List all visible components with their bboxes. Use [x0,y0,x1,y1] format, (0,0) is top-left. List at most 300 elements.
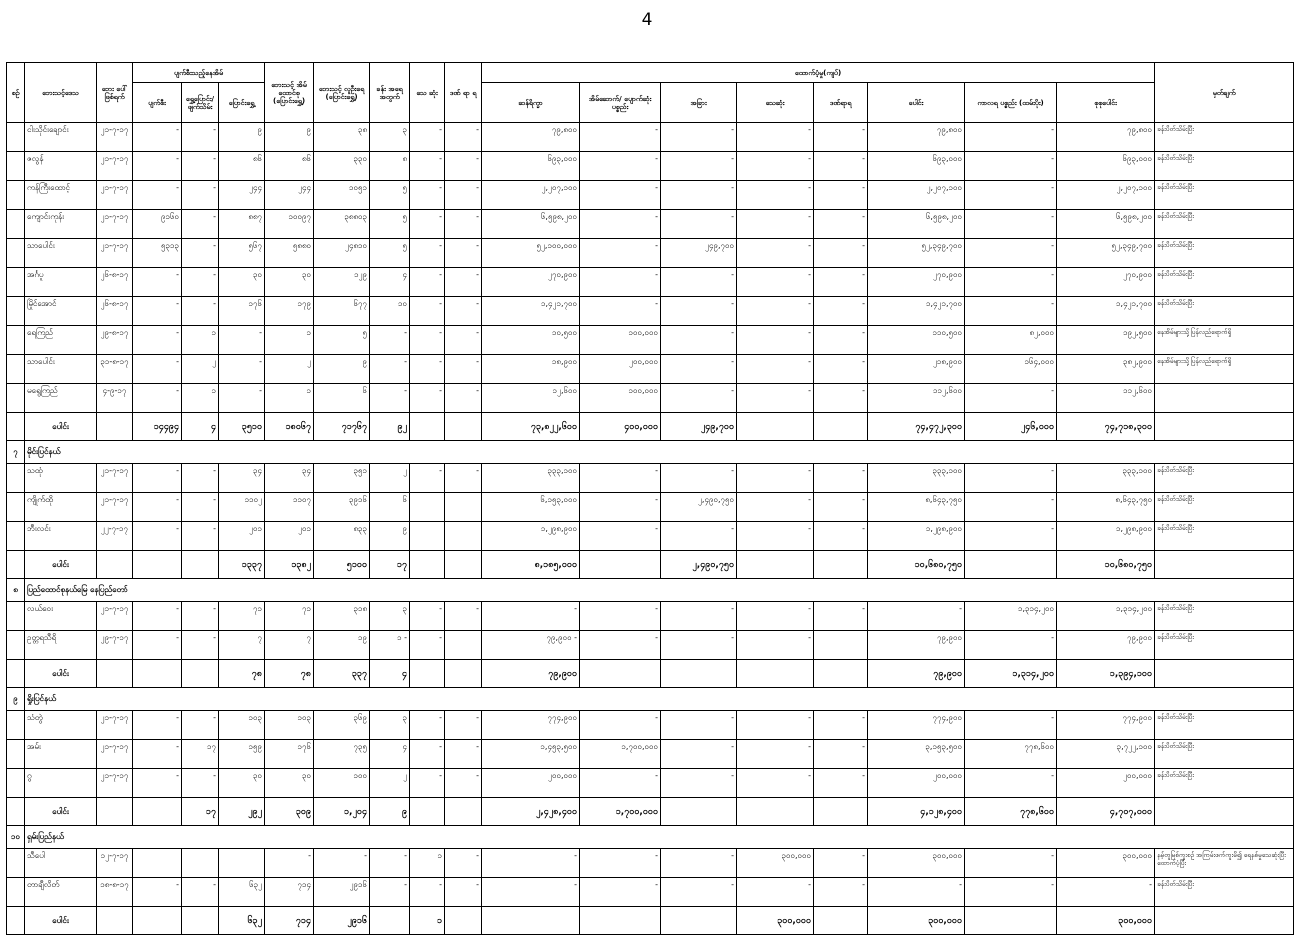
remark-cell: ခန်းပိတ်သိမ်းပြီး [1155,769,1294,798]
value-cell-c3: ၁၀၃ [219,711,265,740]
value-cell-a8: ၈,၆၄၃,၇၅၀ [1057,493,1155,522]
total-value-a1: ၇၉,၉၀၀ [482,660,580,688]
total-value-a1: ၇၃,၈၂၂,၆၀၀ [482,413,580,441]
date-cell: ၄-၉-၁၇ [97,384,133,413]
value-cell-a3: - [661,297,737,326]
header-remarks: မှတ်ချက် [1155,63,1294,123]
total-value-a4 [737,551,814,579]
value-cell-a4: - [737,268,814,297]
total-value-a6: ၃၀၀,၀၀၀ [868,907,965,935]
value-cell-a1: ၁,၂၉၈,၉၀၀ [482,522,580,551]
value-cell-c8: - [445,123,482,152]
value-cell-c7: - [410,210,445,239]
value-cell-c1: - [133,384,182,413]
total-value-c6: ၄ [370,660,410,688]
value-cell-c1: - [133,268,182,297]
township-cell: ဂွ [25,769,97,798]
value-cell-c2: - [182,522,219,551]
value-cell-c6: ၃ [370,602,410,631]
total-value-a6: ၇၄,၄၇၂,၃၀၀ [868,413,965,441]
value-cell-c6: ၅ [370,239,410,268]
value-cell-c1: - [133,711,182,740]
value-cell-a1: ၅၂,၁၀၀,၀၀၀ [482,239,580,268]
total-value-c5: ၅၁၀၀ [314,551,370,579]
value-cell-a2: - [580,711,661,740]
sr-cell [7,384,25,413]
value-cell-a6: ၃၀၀,၀၀၀ [868,849,965,878]
value-cell-c6: ၄ [370,268,410,297]
value-cell-a4: - [737,181,814,210]
value-cell-c6: ၁ - [370,631,410,660]
section-title: ရှမ်းပြည်နယ် [25,826,1294,849]
value-cell-a1: - [482,602,580,631]
total-value-a3: ၂၄၉,၇၀၀ [661,413,737,441]
date-cell: ၂၁-၇-၁၇ [97,711,133,740]
table-row [7,769,1294,798]
value-cell-a8: ၁၉၂,၅၀၀ [1057,326,1155,355]
table-row [7,464,1294,493]
total-value-c1 [133,907,182,935]
value-cell-a3: - [661,268,737,297]
total-value-a8: ၇၄,၇၁၈,၃၀၀ [1057,413,1155,441]
total-value-a4 [737,798,814,826]
value-cell-a8: ၁,၂၉၈,၉၀၀ [1057,522,1155,551]
value-cell-c7: - [410,769,445,798]
value-cell-c8: - [445,355,482,384]
table-row [7,878,1294,907]
value-cell-c6: - [370,384,410,413]
total-value-c2 [182,907,219,935]
value-cell-c5: ၃၈၈၀၃ [314,210,370,239]
value-cell-c5: ၁၉ [314,631,370,660]
value-cell-a7: - [965,464,1057,493]
value-cell-a1: ၇၇၄,၉၀၀ [482,711,580,740]
value-cell-a6: ၅၂,၃၄၉,၇၀၀ [868,239,965,268]
header-homes-col: ပျက်စီး [133,83,182,123]
value-cell-c1: - [133,602,182,631]
value-cell-c1: - [133,631,182,660]
value-cell-c1: - [133,464,182,493]
value-cell-a1: ၁၈,၉၀၀ [482,355,580,384]
value-cell-c7: - [410,878,445,907]
sr-cell [7,355,25,384]
table-row [7,711,1294,740]
value-cell-a7: - [965,878,1057,907]
value-cell-c3: ၁၇၆ [219,297,265,326]
value-cell-a6: ၇၉,၈၀၀ [868,123,965,152]
total-value-c4: ၁၈၀၆၇ [265,413,314,441]
total-value-c2 [182,551,219,579]
value-cell-a5: - [814,878,868,907]
total-value-c2 [182,660,219,688]
value-cell-a2: - [580,769,661,798]
table-row [7,849,1294,878]
remark-cell [1155,384,1294,413]
value-cell-a7: ၈၂,၀၀၀ [965,326,1057,355]
township-cell: လယ်ဝေး [25,602,97,631]
value-cell-a7: - [965,181,1057,210]
value-cell-c6: ၄ [370,740,410,769]
value-cell-a1: ၂၇၀,၉၀၀ [482,268,580,297]
value-cell-c2: - [182,123,219,152]
value-cell-a8: ၇၇၄,၉၀၀ [1057,711,1155,740]
value-cell-c2: - [182,464,219,493]
value-cell-a2: - [580,602,661,631]
value-cell-c2: - [182,181,219,210]
remark-cell: ခန်းပိတ်သိမ်းပြီး [1155,740,1294,769]
sr-cell [7,711,25,740]
value-cell-c2: - [182,878,219,907]
value-cell-c4: ၅၈၈၀ [265,239,314,268]
total-value-a4 [737,413,814,441]
header-region: ဘေးသင့်ဒေသ [25,63,97,123]
value-cell-a5: - [814,268,868,297]
value-cell-a6: ၂၁၈,၉၀၀ [868,355,965,384]
value-cell-a8: ၁,၃၁၄,၂၀၀ [1057,602,1155,631]
value-cell-a3: - [661,711,737,740]
total-value-c5: ၃၃၇ [314,660,370,688]
value-cell-c7: - [410,297,445,326]
sr-cell [7,297,25,326]
sr-cell [7,878,25,907]
date-cell: ၂၁-၇-၁၇ [97,239,133,268]
header-aid-col: ဆန်ရိက္ခာ [482,83,580,123]
value-cell-a2: - [580,849,661,878]
value-cell-c7: - [410,631,445,660]
remark-cell: ခန်းပိတ်သိမ်းပြီး [1155,522,1294,551]
value-cell-c6: - [370,326,410,355]
township-cell: သာပေါင်း [25,355,97,384]
table-row [7,181,1294,210]
header-aid-col: အိမ်ဆောက်/ ပျောက်ဆုံး ပစ္စည်း [580,83,661,123]
value-cell-a3: - [661,631,737,660]
total-value-a5 [814,907,868,935]
value-cell-a3: - [661,602,737,631]
total-value-c8 [445,660,482,688]
value-cell-a2: - [580,522,661,551]
value-cell-c7: - [410,355,445,384]
township-cell: ကန်ကြီးထောင့် [25,181,97,210]
value-cell-a3: - [661,849,737,878]
value-cell-a8: ၂,၂၀၇,၁၀၀ [1057,181,1155,210]
value-cell-c2: - [182,297,219,326]
header-people: ဘေးသင့် လူဦးရေ (ပြောင်းရွှေ့) [314,63,370,123]
value-cell-a1: ၁,၄၂၁,၇၀၀ [482,297,580,326]
value-cell-c4: ၉ [265,123,314,152]
date-cell: ၂၂-၇-၁၇ [97,522,133,551]
total-value-c4: ၇၁၄ [265,907,314,935]
total-value-c6 [370,907,410,935]
value-cell-a5: - [814,152,868,181]
value-cell-a4: - [737,210,814,239]
value-cell-c2: - [182,268,219,297]
value-cell-a6: ၇၉,၉၀၀ [868,631,965,660]
value-cell-a6: ၂၇၀,၉၀၀ [868,268,965,297]
value-cell-c8: - [445,878,482,907]
remark-cell: ခန်းပိတ်သိမ်းပြီး [1155,464,1294,493]
table-row [7,493,1294,522]
sr-cell [7,413,25,441]
table-row [7,740,1294,769]
township-cell: ရေကြည် [25,326,97,355]
value-cell-a3: - [661,181,737,210]
value-cell-a5: - [814,849,868,878]
total-value-a7: ၇၇၈,၆၀၀ [965,798,1057,826]
value-cell-c7: - [410,326,445,355]
value-cell-c5: ၃၅၁ [314,464,370,493]
total-value-c3: ၃၅၁၀ [219,413,265,441]
remark-cell: ခန်းပိတ်သိမ်းပြီး [1155,493,1294,522]
value-cell-c4: ၇ [265,631,314,660]
value-cell-a4: - [737,631,814,660]
township-cell: မြိုင်အောင် [25,297,97,326]
sr-cell [7,740,25,769]
remark-cell: နေအိမ်များသို့ပြန်လည်ရောက်ရှိ [1155,326,1294,355]
township-cell: ဘီးလင်း [25,522,97,551]
date-cell: ၁၈-၈-၁၇ [97,878,133,907]
value-cell-c2: - [182,152,219,181]
value-cell-a2: - [580,152,661,181]
sr-cell [7,239,25,268]
table-row [7,152,1294,181]
value-cell-c4: ၂၀၁ [265,522,314,551]
value-cell-a6: ၇၇၄,၉၀၀ [868,711,965,740]
value-cell-c7: - [410,239,445,268]
value-cell-a2: ၁၀၀,၀၀၀ [580,384,661,413]
value-cell-a8: ၇၉,၉၀၀ [1057,631,1155,660]
header-aid-group: ထောက်ပံ့မှု(ကျပ်) [482,63,1155,83]
value-cell-c6: ၉ [370,522,410,551]
value-cell-a8: ၆၉၃,၀၀၀ [1057,152,1155,181]
value-cell-c5: ၃၉၁၆ [314,493,370,522]
remark-cell: ခန်းပိတ်သိမ်းပြီး [1155,711,1294,740]
date-cell [97,798,133,826]
value-cell-c8: - [445,268,482,297]
total-value-c6: ၁၇ [370,551,410,579]
sr-cell [7,907,25,935]
remark-cell: ခန်းပိတ်သိမ်းပြီး [1155,268,1294,297]
total-value-a7 [965,907,1057,935]
value-cell-c1: - [133,740,182,769]
total-value-a3 [661,660,737,688]
total-value-a2 [580,907,661,935]
value-cell-c5: ၃၃၀ [314,152,370,181]
value-cell-c1: - [133,297,182,326]
value-cell-c5: ၁၀၀ [314,769,370,798]
value-cell-c7: - [410,384,445,413]
value-cell-c5: ၁၂၉ [314,268,370,297]
value-cell-c1: - [133,123,182,152]
value-cell-a5: - [814,123,868,152]
value-cell-a5: - [814,522,868,551]
value-cell-a1: ၁,၄၅၃,၅၀၀ [482,740,580,769]
total-value-a5 [814,798,868,826]
value-cell-a1: ၇၉,၉၀၀ - [482,631,580,660]
value-cell-c6: - [370,849,410,878]
remark-cell: ခန်းပိတ်သိမ်းပြီး [1155,210,1294,239]
value-cell-a7: - [965,849,1057,878]
value-cell-a8: ၂၇၀,၉၀၀ [1057,268,1155,297]
value-cell-c6: ၂ [370,769,410,798]
value-cell-c8: - [445,384,482,413]
sr-cell [7,123,25,152]
total-value-a1: ၈,၁၈၅,၀၀၀ [482,551,580,579]
value-cell-a7: ၇၇၈,၆၀၀ [965,740,1057,769]
value-cell-c6: ၁၀ [370,297,410,326]
value-cell-c6: ၂ [370,464,410,493]
value-cell-c1 [133,849,182,878]
township-cell: ကျိုက်ထို [25,493,97,522]
value-cell-a5: - [814,464,868,493]
total-value-a2: ၁,၇၀၀,၀၀၀ [580,798,661,826]
header-aid-col: ကာလရ ပစ္စည်း (ထမ်းပိုး) [965,83,1057,123]
value-cell-c8 [445,493,482,522]
value-cell-a5: - [814,384,868,413]
township-cell: ဇလွန် [25,152,97,181]
value-cell-a4: ၃၀၀,၀၀၀ [737,849,814,878]
total-value-c3: ၆၃၂ [219,907,265,935]
header-homes-group: ပျက်စီးသည့်နေအိမ် [133,63,265,83]
value-cell-c3 [219,849,265,878]
value-cell-c1: ၅၃၁၃ [133,239,182,268]
value-cell-c5: - [314,849,370,878]
value-cell-c8: - [445,210,482,239]
disaster-relief-table [6,62,1294,935]
value-cell-a6: ၂၀၀,၀၀၀ [868,769,965,798]
value-cell-c6: ၃ [370,711,410,740]
total-label: ပေါင်း [25,660,97,688]
value-cell-c7: - [410,268,445,297]
value-cell-c1: - [133,878,182,907]
total-value-c7: ၁ [410,907,445,935]
value-cell-c8: - [445,740,482,769]
total-value-a6: ၇၉,၉၀၀ [868,660,965,688]
value-cell-c2: - [182,493,219,522]
value-cell-c7: ၁ [410,849,445,878]
value-cell-c8: - [445,152,482,181]
value-cell-a6: ၁,၂၉၈,၉၀၀ [868,522,965,551]
remark-cell: ခန်းပိတ်သိမ်းပြီး [1155,123,1294,152]
date-cell: ၂၁-၇-၁၇ [97,493,133,522]
value-cell-c8: - [445,239,482,268]
value-cell-c3: - [219,355,265,384]
value-cell-a1: ၃၃၃,၁၀၀ [482,464,580,493]
date-cell: ၁၂-၇-၁၇ [97,849,133,878]
date-cell: ၂၁-၇-၁၇ [97,769,133,798]
value-cell-a2: - [580,181,661,210]
value-cell-c8: - [445,181,482,210]
value-cell-a4: - [737,878,814,907]
sr-cell [7,849,25,878]
value-cell-c4: ၁၇၆ [265,740,314,769]
value-cell-a8: ၃,၇၂၂,၁၀၀ [1057,740,1155,769]
value-cell-a5: - [814,493,868,522]
section-header-row [7,826,1294,849]
total-value-c1: ၁၄၄၉၄ [133,413,182,441]
total-value-a8: ၁၀,၆၈၀,၇၅၀ [1057,551,1155,579]
total-value-c7 [410,413,445,441]
total-value-c3: ၂၉၂ [219,798,265,826]
total-value-a5 [814,660,868,688]
value-cell-c3: ၅၆၇ [219,239,265,268]
township-cell: ဥတ္တရသီရိ [25,631,97,660]
section-number: ၈ [7,579,25,602]
value-cell-a6: ၆,၅၉၈,၂၀၀ [868,210,965,239]
value-cell-a5: - [814,239,868,268]
header-aid-col: ဒဏ်ရာရ [814,83,868,123]
section-title: ရှိုးပြင်နယ် [25,688,1294,711]
table-row [7,268,1294,297]
total-value-c1 [133,660,182,688]
value-cell-c3: ၂၀၁ [219,522,265,551]
value-cell-a1: - [482,878,580,907]
sr-cell [7,181,25,210]
date-cell: ၂၁-၇-၁၇ [97,152,133,181]
total-value-c5: ၁,၂၀၄ [314,798,370,826]
table-row [7,239,1294,268]
remark-cell [1155,551,1294,579]
value-cell-c2: - [182,239,219,268]
table-row [7,355,1294,384]
sr-cell [7,769,25,798]
section-number: ၁၀ [7,826,25,849]
value-cell-a5: - [814,769,868,798]
value-cell-c6: - [370,355,410,384]
value-cell-c6: ၃ [370,123,410,152]
value-cell-c5: ၆၇၇ [314,297,370,326]
value-cell-c1: - [133,181,182,210]
total-value-a7: ၁,၃၁၄,၂၀၀ [965,660,1057,688]
value-cell-c4: ၂ [265,355,314,384]
value-cell-c8 [445,631,482,660]
value-cell-c3: ၈၆ [219,152,265,181]
value-cell-a4: - [737,326,814,355]
value-cell-c3: ၆၃၂ [219,878,265,907]
value-cell-a8: ၃၀၀,၀၀၀ [1057,849,1155,878]
value-cell-a4: - [737,522,814,551]
total-value-c6: ၉၂ [370,413,410,441]
value-cell-c2: - [182,631,219,660]
total-value-a1: ၂,၄၂၈,၄၀၀ [482,798,580,826]
value-cell-a7: - [965,210,1057,239]
value-cell-c1: - [133,152,182,181]
total-value-c6: ၉ [370,798,410,826]
remark-cell [1155,413,1294,441]
value-cell-a4: - [737,384,814,413]
total-value-c7 [410,551,445,579]
value-cell-a3: - [661,769,737,798]
value-cell-a6: ၃၃၃,၁၀၀ [868,464,965,493]
total-row [7,413,1294,441]
value-cell-a8: ၁,၄၂၁,၇၀၀ [1057,297,1155,326]
total-label: ပေါင်း [25,798,97,826]
sr-cell [7,464,25,493]
value-cell-c2: - [182,711,219,740]
remark-cell: နေအိမ်များသို့ပြန်လည်ရောက်ရှိ [1155,355,1294,384]
total-value-c1 [133,551,182,579]
value-cell-c4: ၃၀ [265,769,314,798]
value-cell-c5: ၆ [314,384,370,413]
value-cell-c6: ၆ [370,493,410,522]
remark-cell: ခန်းပိတ်သိမ်းပြီး [1155,297,1294,326]
date-cell: ၂၁-၇-၁၇ [97,740,133,769]
township-cell: တာချီလိတ် [25,878,97,907]
value-cell-a7: - [965,769,1057,798]
date-cell: ၂၁-၇-၁၇ [97,181,133,210]
total-value-c2: ၁၇ [182,798,219,826]
value-cell-c7: - [410,740,445,769]
section-header-row [7,441,1294,464]
